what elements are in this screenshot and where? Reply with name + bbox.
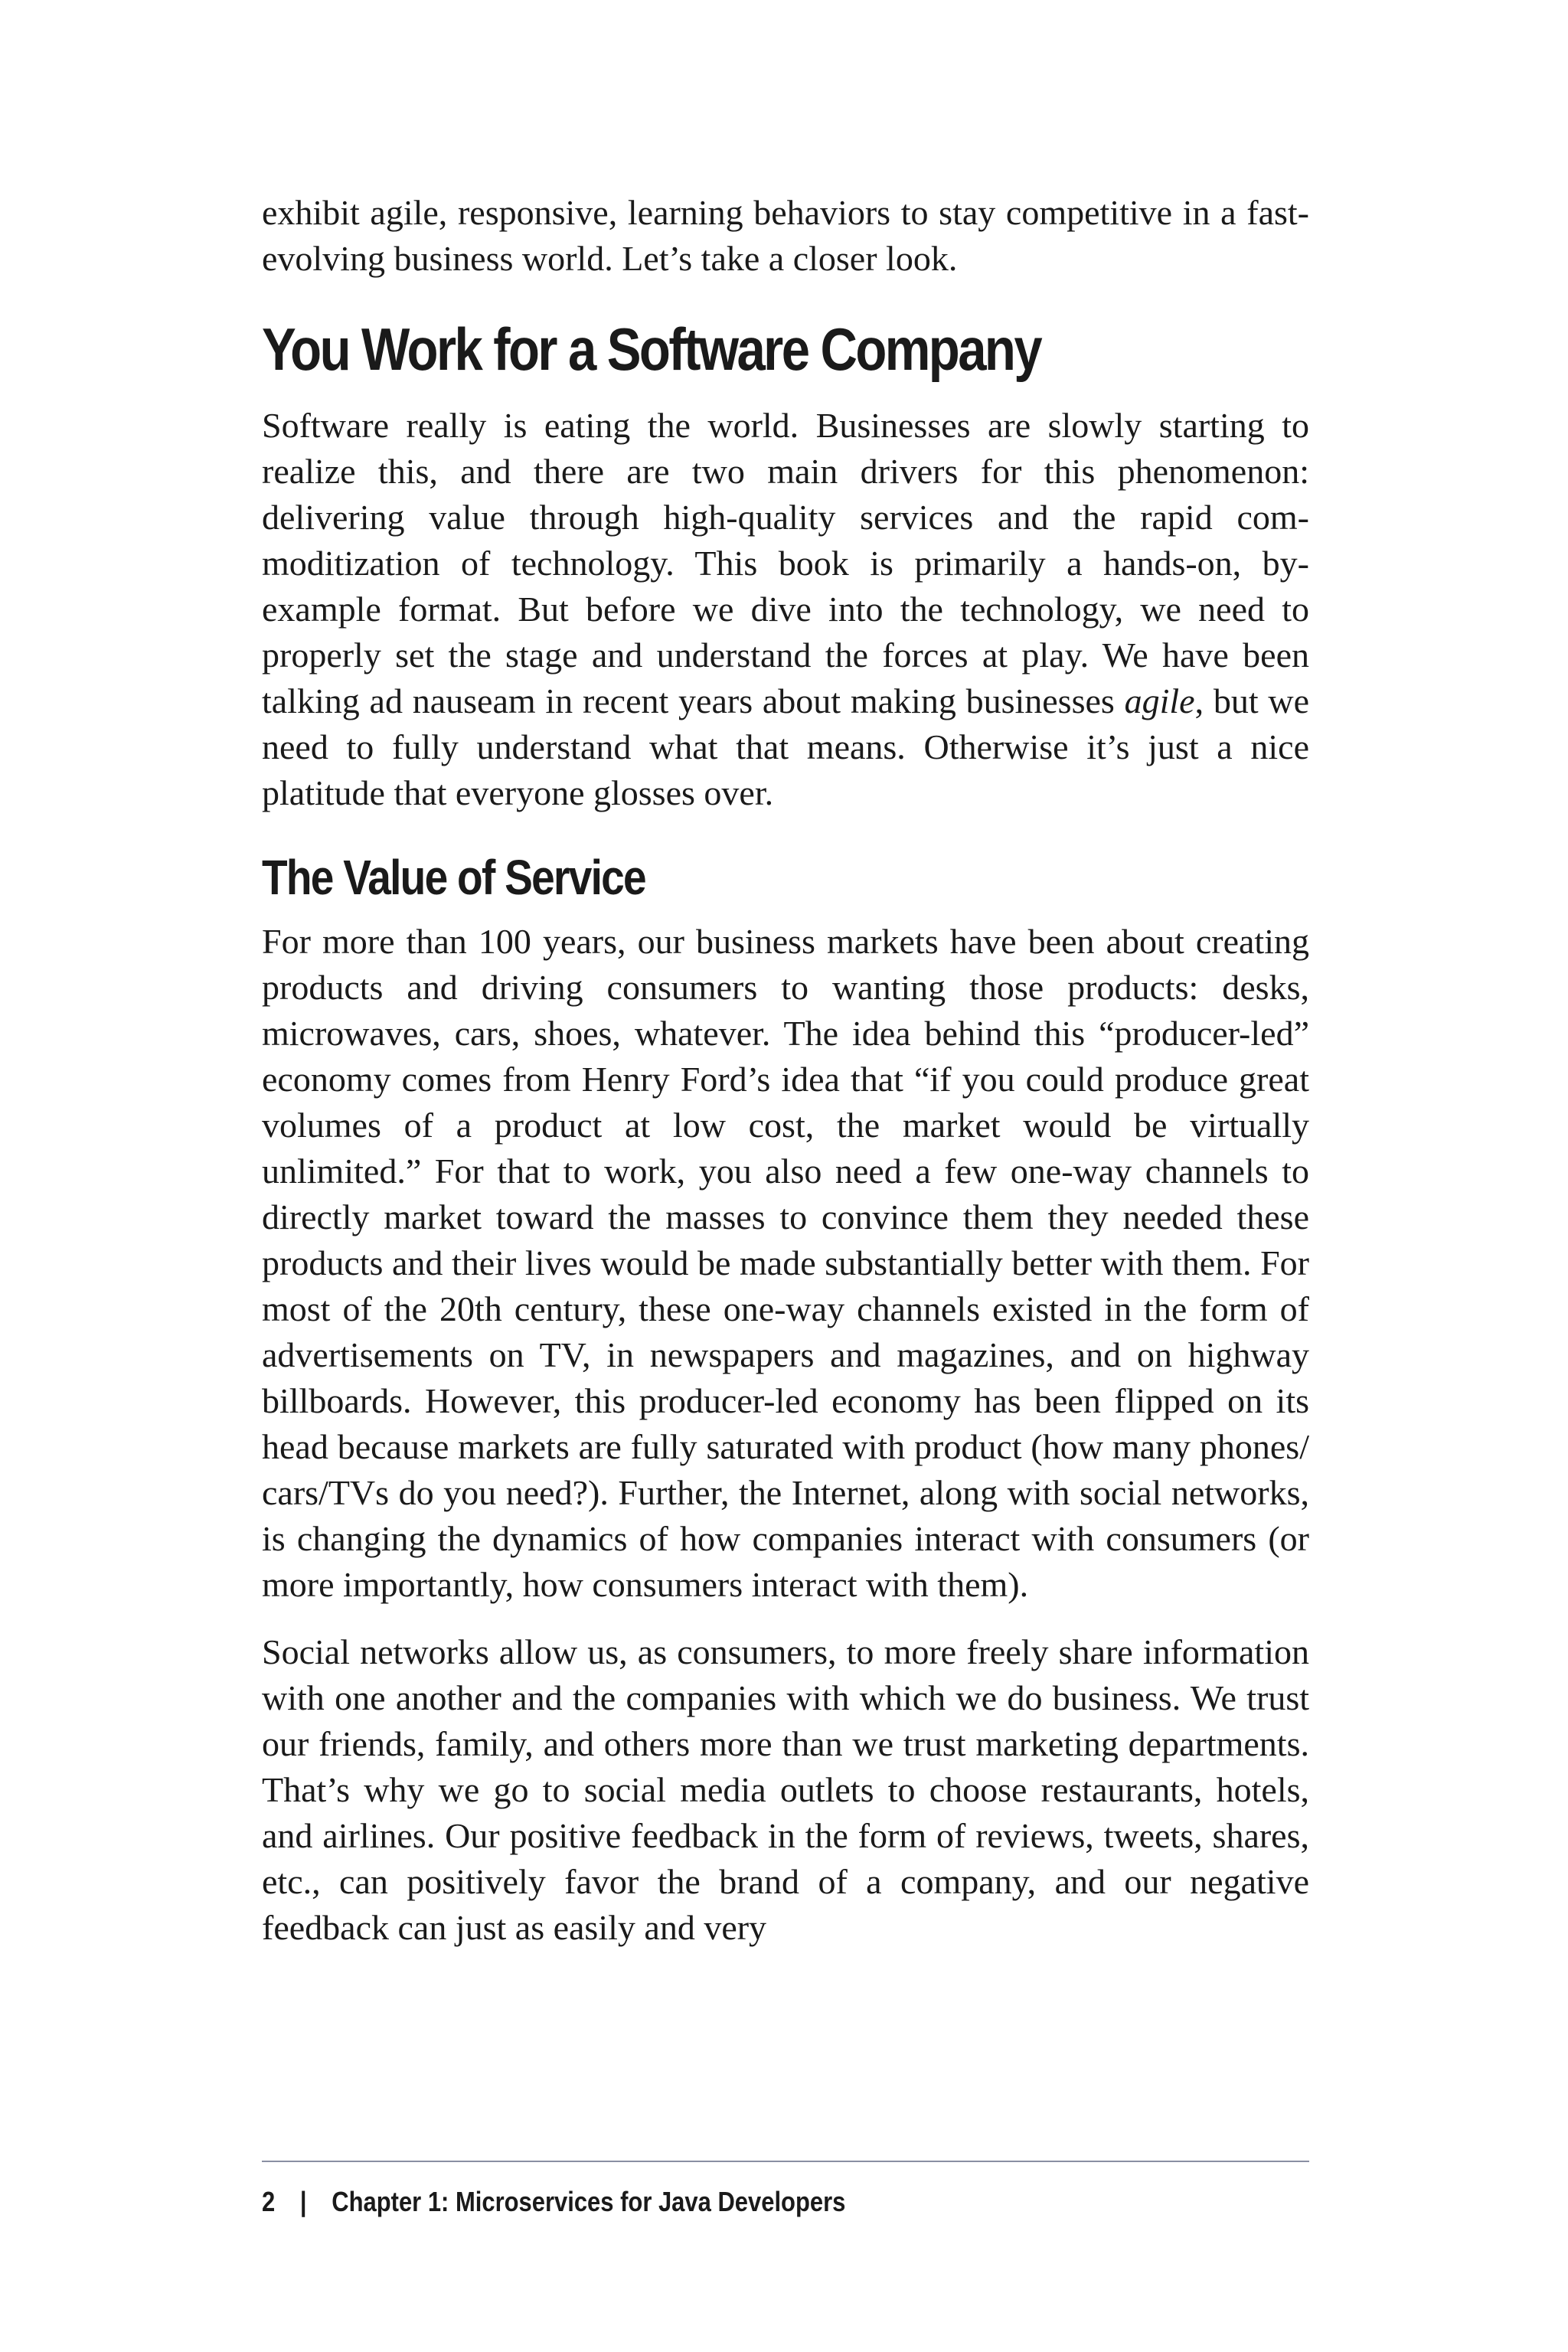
chapter-title: Chapter 1: Microservices for Java Developers <box>332 2186 846 2217</box>
value-of-service-paragraph-1: For more than 100 years, our business markets have been about creating products and driving consumers to wanting those products: desks, microwaves, cars, shoes, whatever. The idea behind this “producer-led” economy comes from Henry Ford’s idea that “if you could produce great volumes of a product at low cost, the market would be virtually unlimited.” For that to work, you also need a few one-way channels to directly market toward the masses to convince them they needed these products and their lives would be made substantially better with them. For most of the 20th century, these one-way channels existed in the form of advertisements on TV, in newspapers and magazines, and on highway billboards. However, this producer-led economy has been flipped on its head because markets are fully saturated with product (how many phones/​cars/TVs do you need?). Further, the Internet, along with social networks, is changing the dynamics of how companies interact with consumers (or more importantly, how consumers interact with them). <box>262 922 1309 1604</box>
italic-word-agile: agile <box>1124 681 1195 720</box>
value-of-service-paragraph-2: Social networks allow us, as consumers, to more freely share information with one another and the companies with which we do business. We trust our friends, family, and others more than we trust marketing departments. That’s why we go to social media outlets to choose restaurants, hotels, and airlines. Our positive feedback in the form of reviews, tweets, shares, etc., can positively favor the brand of a company, and our negative feedback can just as easily and very <box>262 1632 1309 1947</box>
footer-divider <box>262 2161 1309 2162</box>
software-company-paragraph <box>262 403 1309 816</box>
footer-line <box>262 2185 1162 2219</box>
section-heading-software-company: You Work for a Software Company <box>262 315 1041 383</box>
section-heading-value-of-service: The Value of Service <box>262 850 645 905</box>
page-footer <box>262 2161 1309 2219</box>
page-content <box>262 190 1309 1951</box>
intro-paragraph: exhibit agile, responsive, learning behaviors to stay competitive in a fast-evolving business world. Let’s take a closer look. <box>262 193 1309 278</box>
page-number: 2 <box>262 2186 276 2217</box>
paragraph-text-before-italic: Software really is eating the world. Businesses are slowly starting to realize this, and there are two main drivers for this phenomenon: delivering value through high-quality services and the rapid commoditization of technology. This book is primarily a hands-on, by-example format. But before we dive into the technology, we need to properly set the stage and understand the forces at play. We have been talking ad nauseam in recent years about making businesses <box>262 406 1309 720</box>
paragraph-text-after-italic: , but we need to fully understand what that means. Otherwise it’s just a nice platitude that everyone glosses over. <box>262 681 1310 812</box>
footer-separator: | <box>299 2186 307 2217</box>
